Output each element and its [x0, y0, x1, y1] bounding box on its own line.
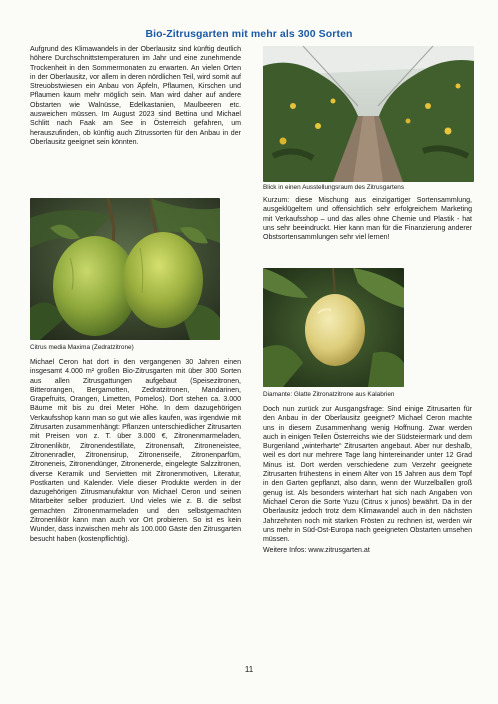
diamante-citron-image: [263, 268, 404, 387]
body-paragraph: Michael Ceron hat dort in den vergangenen 30 Jahren einen insgesamt 4.000 m² großen Bio-Zitrusgarten mit über 300 Sorten aus allen Zitrusgattungen aufgebaut (Speisezitronen, Bitterorangen, Bergamotten, Zedratzitronen, Mandarinen, Grapefruits, Orangen, Limetten, Pomelos). Dort stehen ca. 3.000 Bäume mit bis zu drei Meter Höhe. In dem dazugehörigen Verkaufsshop kann man so gut wie alles kaufen, was irgendwie mit Zitrusarten zusammenhängt: Pflanzen unterschiedlicher Zitrusarten mit Preisen von z. T. über 3.000 €, Zitronenmarmeladen, Zitronenlikör, Zitronendestillate, Zitronensaft, Zitroneneistee, Zitronenradler, Zitronensirup, Zitronenseife, Zitronenparfüm, Zitroneneis, Zitronendünger, Zitronenerde, eingelegte Salzzitronen, diverse Keramik und Servietten mit Zitronenmotiven, Literatur, Postkarten und Kalender. Viele dieser Produkte werden in der dazugehörigen Zitrusmanufaktur von Michael Ceron und seinen Mitarbeiter selber produziert. Und vieles wie z. B. die selbst gemachten Zitronenmarmeladen und den selbstgemachten Zitronenlikör kann man auch vor Ort probieren. So ist es kein Wunder, dass inzwischen mehr als 100.000 Gäste den Zitrusgarten besucht haben (kostenpflichtig).: [30, 359, 241, 543]
right-summary-text: [263, 196, 472, 266]
summary-paragraph: Kurzum: diese Mischung aus einzigartiger Sortensammlung, ausgeklügeltem und offensichtlich sehr erfolgreichem Marketing mit Verkaufsshop – und das alles ohne Chemie und Plastik - hat uns sehr beeindruckt. Hier kann man für die Finanzierung anderer Obstsortensammlungen sehr viel lernen!: [263, 197, 472, 242]
photo-diamante: [263, 268, 404, 387]
left-body-text: [30, 358, 241, 658]
photo-zedratzitrone: [30, 198, 220, 340]
right-closing-text: [263, 405, 472, 645]
page-number: 11: [244, 665, 254, 674]
citrus-medica-image: [30, 198, 220, 340]
closing-paragraph: Doch nun zurück zur Ausgangsfrage: Sind einige Zitrusarten für den Anbau in der Oberlausitz geeignet? Michael Ceron machte uns in diesem Zusammenhang wenig Hoffnung. Zwar werden auch in einigen Teilen Österreichs wie der Südsteiermark und dem Burgenland „winterharte“ Zitrusarten angebaut. Aber nur deshalb, weil es dort nur mehrere Tage lang hintereinander unter 12 Grad Minus ist. Dort werden verschiedene zum Verzehr geeignete Zitrusarten frühestens in einem Alter von 15 Jahren aus dem Topf in den Garten gepflanzt, also dann, wenn der Wurzelballen groß genug ist. Als besonders winterhart hat sich nach Angaben von Michael Ceron die Sorte Yuzu (Citrus x junos) bewährt. Da in der Oberlausitz jedoch trotz dem Klimawandel auch in den nächsten Jahrzehnten noch mit starken Frösten zu rechnen ist, werden wir uns mehr in Süd-Ost-Europa nach geeigneten Obstarten umsehen müssen.: [263, 406, 472, 544]
photo1-caption: Citrus media Maxima (Zedratzitrone): [30, 344, 134, 351]
left-intro-text: [30, 45, 241, 195]
web-info-link[interactable]: Weitere Infos: www.zitrusgarten.at: [263, 547, 370, 555]
photo2-caption: Blick in einen Ausstellungsraum des Zitrusgartens: [263, 184, 405, 191]
greenhouse-image: [263, 46, 474, 182]
page-title: Bio-Zitrusgarten mit mehr als 300 Sorten: [145, 28, 353, 40]
photo-ausstellungsraum: [263, 46, 474, 182]
photo3-caption: Diamante: Glatte Zitronatzitrone aus Kalabrien: [263, 391, 395, 398]
intro-paragraph: Aufgrund des Klimawandels in der Oberlausitz sind künftig deutlich höhere Durchschnittstemperaturen im Jahr und eine zunehmende Trockenheit in den Sommermonaten zu erwarten. An vielen Orten in der Oberlausitz, vor allem in deren nördlichen Teil, wird somit auf Streuobstwiesen ein Anbau von Äpfeln, Pflaumen, Kirschen und Pflaumen kaum mehr möglich sein. Man wird daher auf andere Obstarten wie Walnüsse, Edelkastanien, Maulbeeren etc. ausweichen müssen. Im August 2023 sind Bettina und Michael Schlitt nach Faak am See in Österreich gefahren, um herauszufinden, ob künftig auch Zitrussorten für den Anbau in der Oberlausitz geeignet sein könnten.: [30, 46, 241, 146]
